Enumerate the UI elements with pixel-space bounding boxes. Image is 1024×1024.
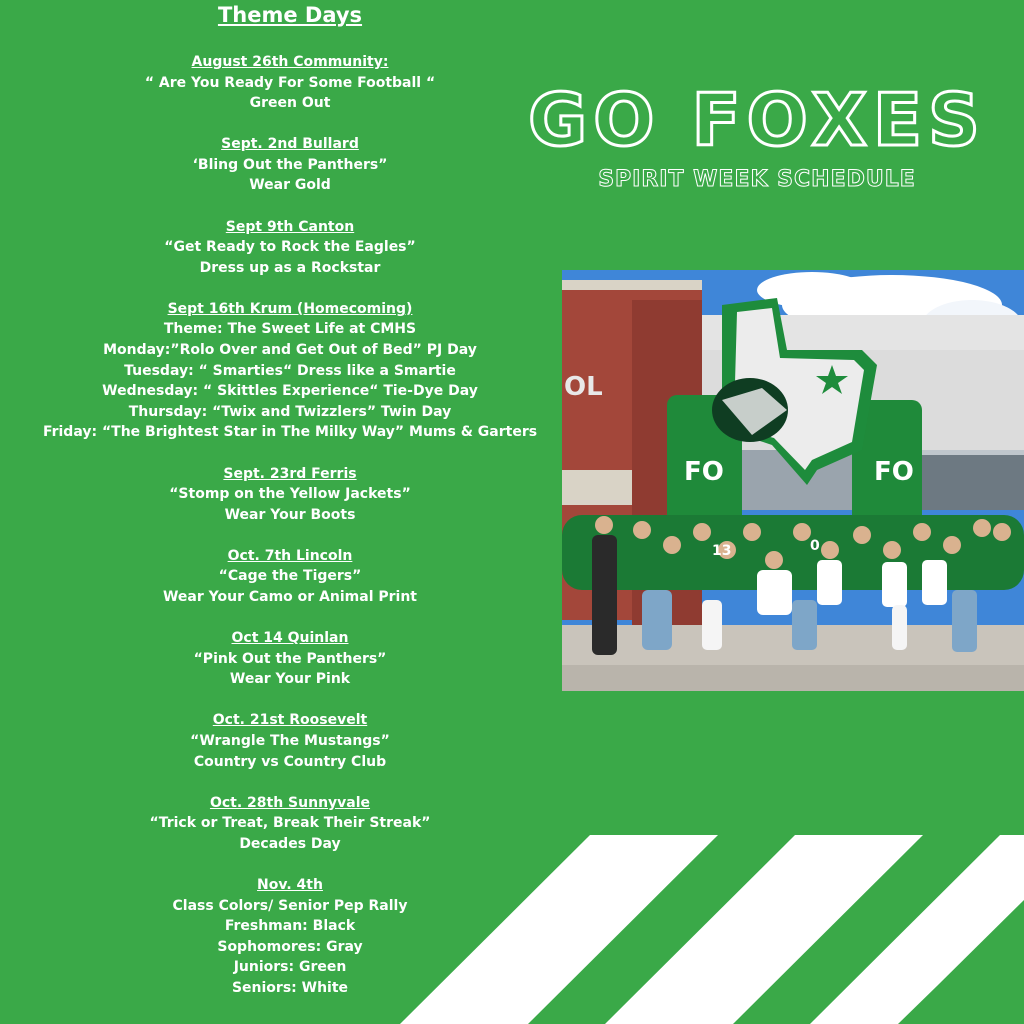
section-line: “Cage the Tigers”: [218, 568, 362, 585]
schedule-section: [40, 52, 540, 114]
jersey-number-13: 13: [712, 543, 732, 559]
section-heading: Sept. 2nd Bullard: [221, 136, 359, 153]
spirit-week-subheadline: SPIRIT WEEK SCHEDULE: [598, 167, 916, 192]
section-line: “Get Ready to Rock the Eagles”: [164, 239, 416, 256]
decorative-stripes: [380, 835, 1024, 1024]
section-line: Wear Your Pink: [229, 671, 351, 688]
schedule-section: [40, 628, 540, 690]
section-line: Decades Day: [239, 835, 341, 852]
schedule-section: [40, 134, 540, 196]
photo-illustration: [562, 270, 1024, 691]
section-line: Freshman: Black: [224, 918, 356, 935]
section-line: Thursday: “Twix and Twizzlers” Twin Day: [128, 403, 452, 420]
section-line: Wear Your Camo or Animal Print: [162, 588, 417, 605]
section-line: Tuesday: “ Smarties“ Dress like a Smartie: [124, 362, 456, 379]
section-heading: Nov. 4th: [257, 876, 323, 893]
schedule-title: Theme Days: [217, 3, 363, 27]
section-line: Friday: “The Brightest Star in The Milky Way” Mums & Garters: [42, 424, 538, 441]
section-line: Wear Gold: [249, 177, 331, 194]
schedule-section: [40, 299, 540, 443]
section-heading: Oct 14 Quinlan: [231, 630, 349, 647]
section-heading: August 26th Community:: [191, 54, 389, 70]
go-foxes-headline: GO FOXES: [528, 78, 986, 162]
section-line: Juniors: Green: [233, 959, 347, 976]
section-line: Sophomores: Gray: [217, 938, 363, 955]
section-heading: Sept 9th Canton: [225, 218, 355, 235]
banner-left-text: FO: [684, 457, 724, 487]
section-line: Wednesday: “ Skittles Experience“ Tie-Dye Day: [102, 383, 478, 400]
banner-right-text: FO: [874, 457, 914, 487]
section-line: “ Are You Ready For Some Football “: [144, 74, 436, 91]
section-line: Green Out: [249, 95, 331, 112]
schedule-section: [40, 464, 540, 526]
section-heading: Sept 16th Krum (Homecoming): [167, 300, 413, 317]
section-heading: Oct. 21st Roosevelt: [212, 712, 368, 729]
section-line: Country vs Country Club: [193, 753, 387, 770]
section-heading: Sept. 23rd Ferris: [223, 465, 357, 482]
section-heading: Oct. 28th Sunnyvale: [209, 794, 371, 811]
section-line: Theme: The Sweet Life at CMHS: [163, 321, 417, 338]
section-line: Class Colors/ Senior Pep Rally: [172, 897, 408, 914]
section-line: “Wrangle The Mustangs”: [190, 732, 390, 749]
section-line: Monday:”Rolo Over and Get Out of Bed” PJ Day: [103, 342, 477, 359]
section-line: “Trick or Treat, Break Their Streak”: [149, 815, 431, 832]
section-heading: Oct. 7th Lincoln: [227, 547, 353, 564]
section-line: Seniors: White: [231, 979, 349, 996]
section-line: “Pink Out the Panthers”: [193, 650, 387, 667]
wall-sign-text: OL: [564, 372, 603, 402]
jersey-number-0: 0: [810, 538, 820, 554]
section-line: Wear Your Boots: [224, 506, 356, 523]
section-line: “Stomp on the Yellow Jackets”: [169, 486, 411, 503]
section-line: ‘Bling Out the Panthers”: [192, 156, 388, 173]
schedule-section: [40, 546, 540, 608]
schedule-section: [40, 217, 540, 279]
schedule-section: [40, 710, 540, 772]
section-line: Dress up as a Rockstar: [199, 259, 381, 276]
homecoming-group-photo: [562, 270, 1024, 691]
